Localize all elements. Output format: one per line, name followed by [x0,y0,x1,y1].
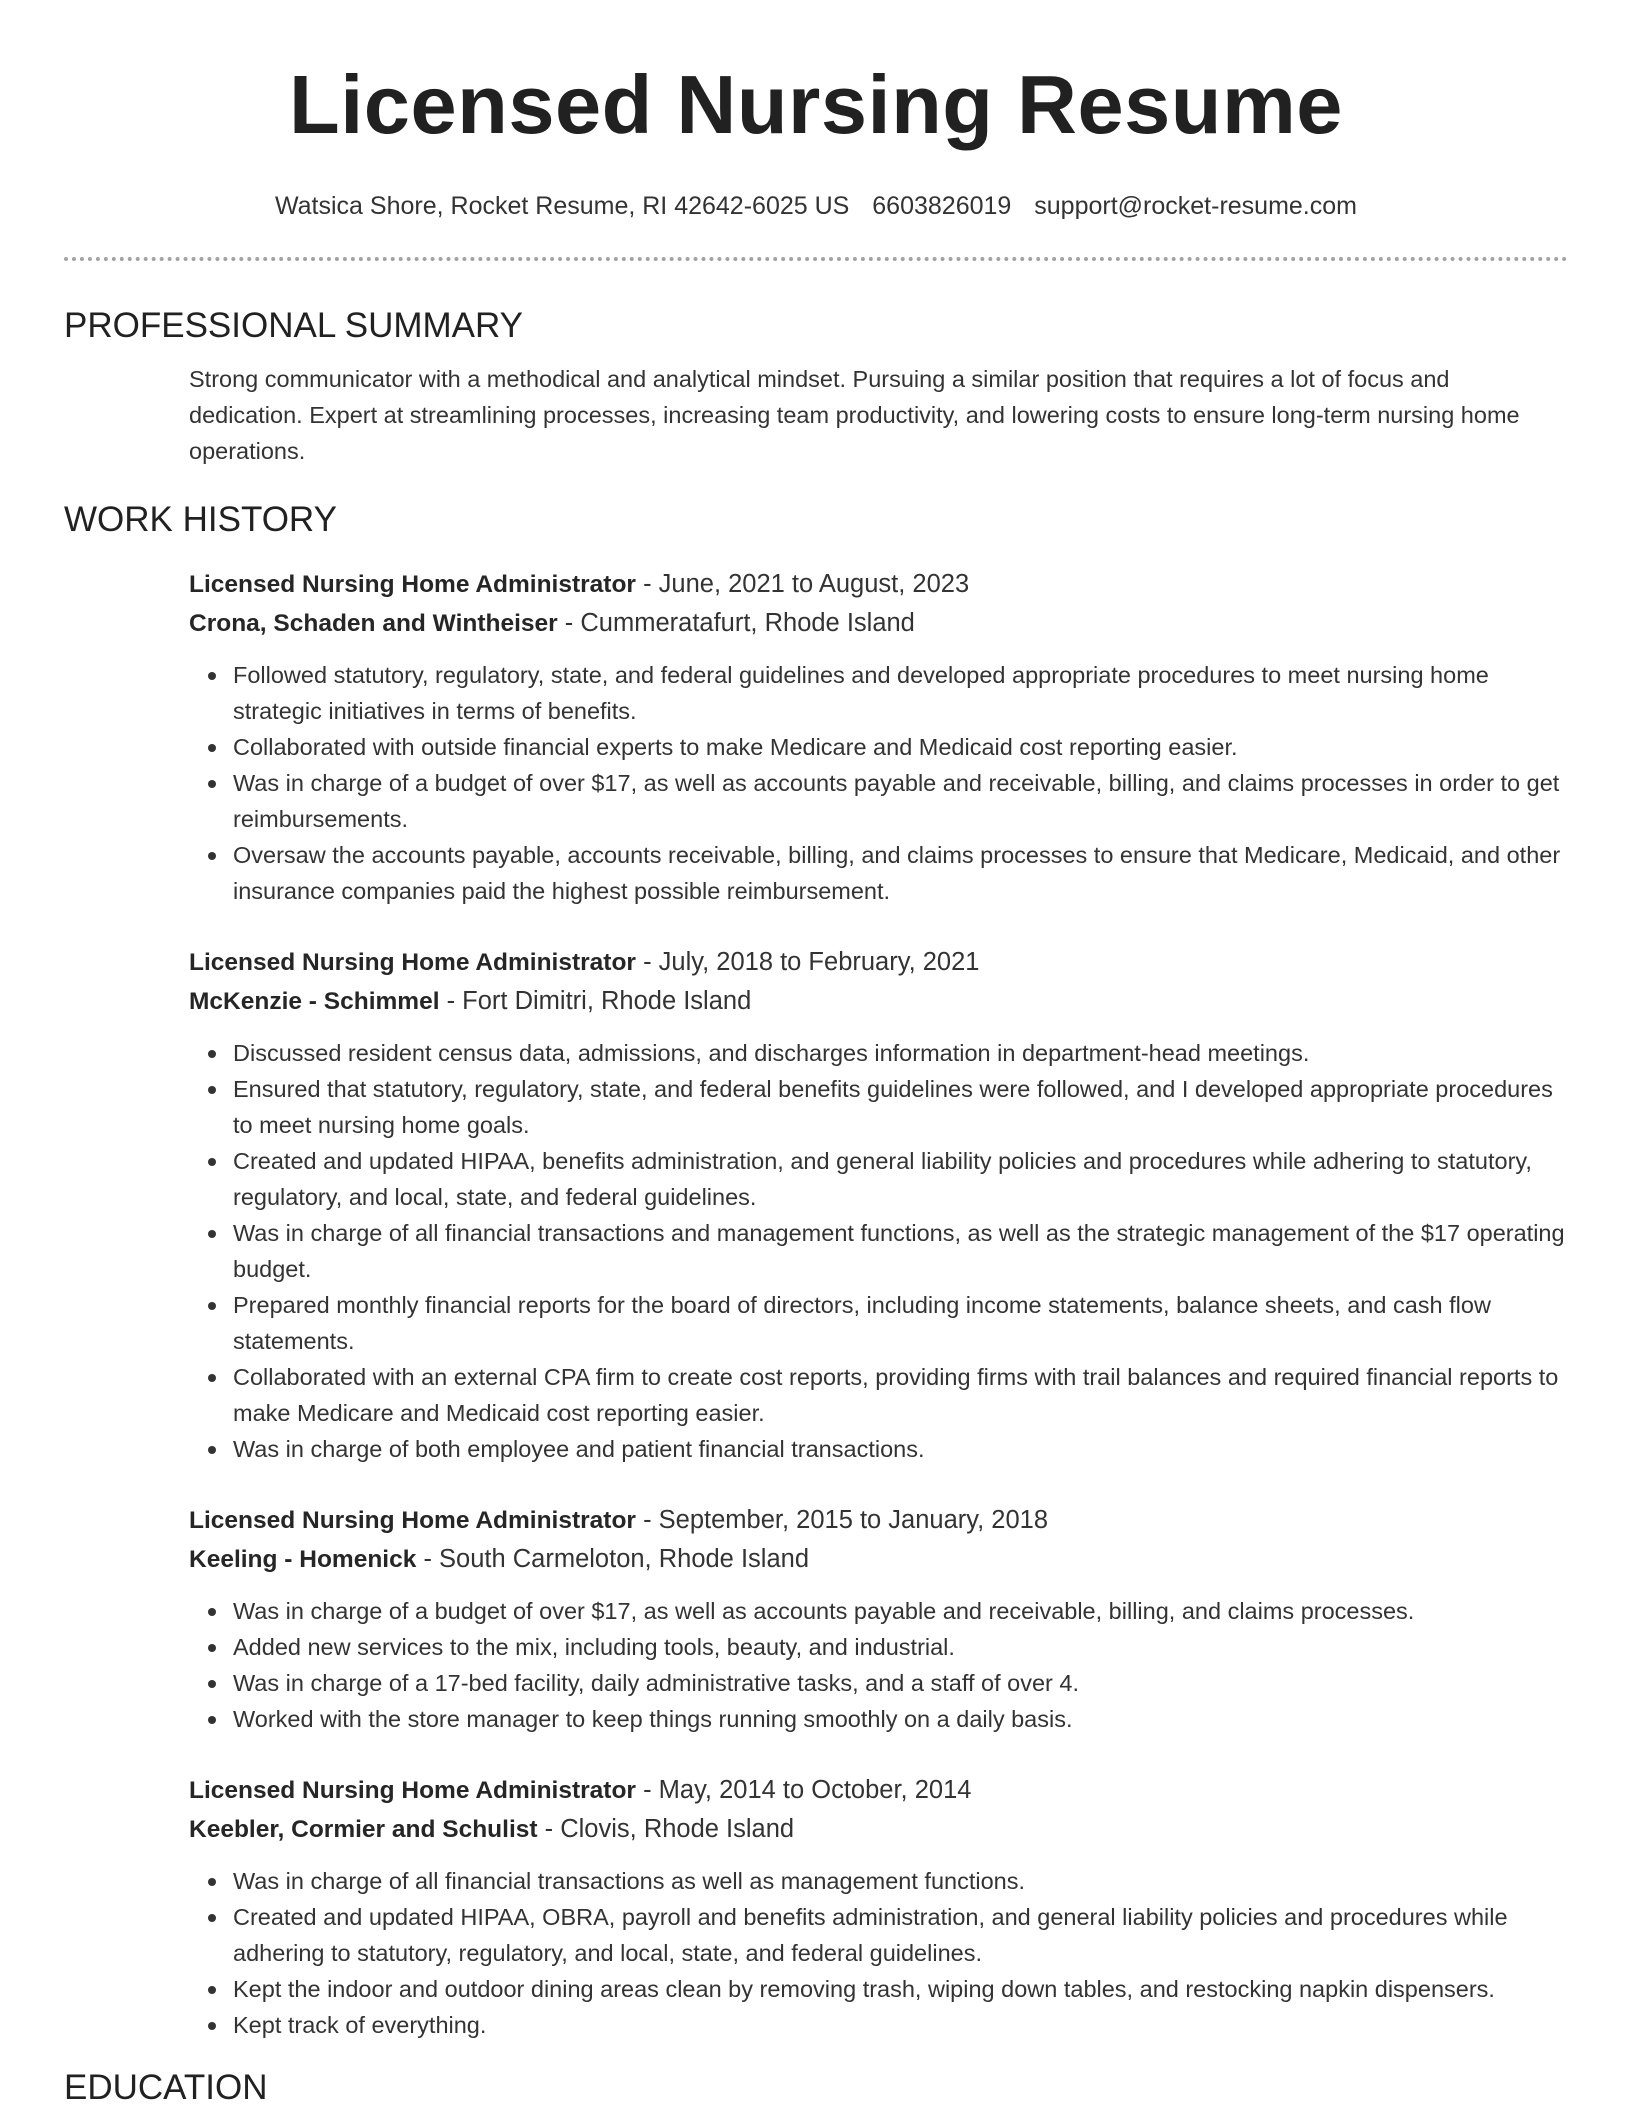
bullet-item: Worked with the store manager to keep things running smoothly on a daily basis. [233,1701,1568,1737]
bullet-item: Ensured that statutory, regulatory, state, and federal benefits guidelines were followed, and I developed appropriate procedures to meet nursing home goals. [233,1071,1568,1143]
job-company-line [189,982,1568,1021]
contact-line [64,191,1568,221]
job-bullets [189,1863,1568,2043]
job-title-line [189,1501,1568,1540]
job-title-line [189,565,1568,604]
section-title-education: EDUCATION [64,2068,268,2107]
job-dates: - May, 2014 to October, 2014 [635,1776,972,1804]
job-location: - Cummeratafurt, Rhode Island [557,609,915,637]
job-location: - Clovis, Rhode Island [537,1815,795,1843]
section-title-summary: PROFESSIONAL SUMMARY [64,306,523,345]
bullet-item: Discussed resident census data, admissions, and discharges information in department-head meetings. [233,1035,1568,1071]
job-company: Crona, Schaden and Wintheiser [189,610,558,637]
job-title-line [189,1771,1568,1810]
bullet-item: Followed statutory, regulatory, state, and federal guidelines and developed appropriate procedures to meet nursing home strategic initiatives in terms of benefits. [233,657,1568,729]
section-title-work-history: WORK HISTORY [64,500,337,539]
job-entry [189,1771,1568,2043]
job-bullets [189,1593,1568,1737]
header-divider [64,257,1568,261]
job-role: Licensed Nursing Home Administrator [189,949,636,976]
bullet-item: Was in charge of a budget of over $17, as well as accounts payable and receivable, billing, and claims processes. [233,1593,1568,1629]
job-company-line [189,604,1568,643]
bullet-item: Kept track of everything. [233,2007,1568,2043]
job-location: - Fort Dimitri, Rhode Island [439,987,752,1015]
job-company: McKenzie - Schimmel [189,988,440,1015]
bullet-item: Kept the indoor and outdoor dining areas clean by removing trash, wiping down tables, and restocking napkin dispensers. [233,1971,1568,2007]
bullet-item: Was in charge of both employee and patient financial transactions. [233,1431,1568,1467]
bullet-item: Oversaw the accounts payable, accounts receivable, billing, and claims processes to ensure that Medicare, Medicaid, and other insurance companies paid the highest possible reimbursement. [233,837,1568,909]
job-bullets [189,1035,1568,1467]
bullet-item: Created and updated HIPAA, benefits administration, and general liability policies and procedures while adhering to statutory, regulatory, and local, state, and federal guidelines. [233,1143,1568,1215]
job-company-line [189,1540,1568,1579]
job-entry [189,943,1568,1467]
contact-phone: 6603826019 [872,192,1012,220]
bullet-item: Collaborated with an external CPA firm to create cost reports, providing firms with trail balances and required financial reports to make Medicare and Medicaid cost reporting easier. [233,1359,1568,1431]
job-entry [189,565,1568,909]
bullet-item: Was in charge of a 17-bed facility, daily administrative tasks, and a staff of over 4. [233,1665,1568,1701]
bullet-item: Collaborated with outside financial experts to make Medicare and Medicaid cost reporting easier. [233,729,1568,765]
job-company: Keeling - Homenick [189,1546,417,1573]
job-company: Keebler, Cormier and Schulist [189,1816,538,1843]
bullet-item: Was in charge of all financial transactions as well as management functions. [233,1863,1568,1899]
job-entry [189,1501,1568,1737]
bullet-item: Added new services to the mix, including tools, beauty, and industrial. [233,1629,1568,1665]
contact-email[interactable]: support@rocket-resume.com [1034,192,1357,220]
bullet-item: Was in charge of all financial transactions and management functions, as well as the strategic management of the $17 operating budget. [233,1215,1568,1287]
job-dates: - July, 2018 to February, 2021 [635,948,980,976]
job-role: Licensed Nursing Home Administrator [189,571,636,598]
bullet-item: Created and updated HIPAA, OBRA, payroll and benefits administration, and general liability policies and procedures while adhering to statutory, regulatory, and local, state, and federal guidelines. [233,1899,1568,1971]
job-role: Licensed Nursing Home Administrator [189,1777,636,1804]
bullet-item: Prepared monthly financial reports for the board of directors, including income statements, balance sheets, and cash flow statements. [233,1287,1568,1359]
job-title-line [189,943,1568,982]
job-company-line [189,1810,1568,1849]
resume-title: Licensed Nursing Resume [289,58,1343,151]
job-location: - South Carmeloton, Rhode Island [416,1545,809,1573]
job-role: Licensed Nursing Home Administrator [189,1507,636,1534]
bullet-item: Was in charge of a budget of over $17, as well as accounts payable and receivable, billing, and claims processes in order to get reimbursements. [233,765,1568,837]
job-dates: - September, 2015 to January, 2018 [635,1506,1049,1534]
job-dates: - June, 2021 to August, 2023 [635,570,970,598]
contact-address: Watsica Shore, Rocket Resume, RI 42642-6025 US [274,192,850,220]
job-bullets [189,657,1568,909]
summary-text: Strong communicator with a methodical and analytical mindset. Pursuing a similar position that requires a lot of focus and dedication. Expert at streamlining processes, increasing team productivity, and lowering costs to ensure long-term nursing home operations. [189,366,1520,464]
